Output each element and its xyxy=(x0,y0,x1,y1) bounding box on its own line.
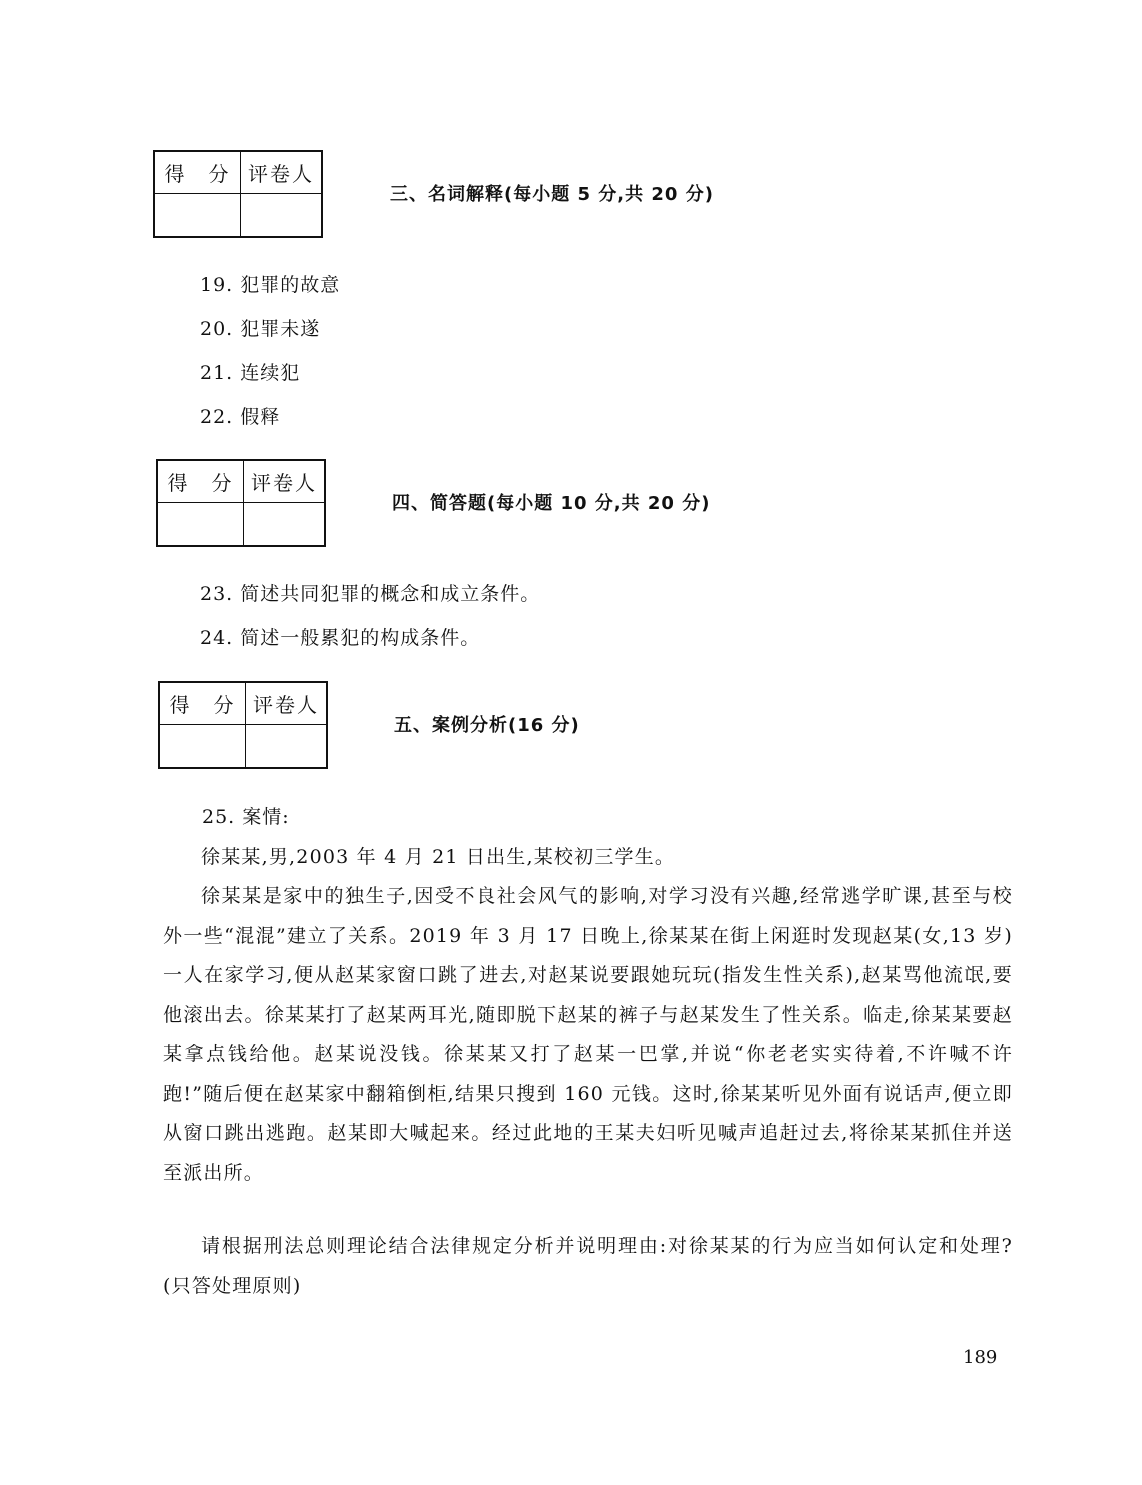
section3-item-22: 22. 假释 xyxy=(200,406,281,428)
score-box-section3 xyxy=(153,150,323,238)
grader-input-cell[interactable] xyxy=(241,194,321,236)
section4-item-24: 24. 简述一般累犯的构成条件。 xyxy=(200,627,481,649)
section4-item-23: 23. 简述共同犯罪的概念和成立条件。 xyxy=(200,583,541,605)
section3-item-19: 19. 犯罪的故意 xyxy=(200,274,341,296)
grader-input-cell[interactable] xyxy=(246,725,326,767)
score-label: 得 分 xyxy=(155,152,241,194)
section3-item-21: 21. 连续犯 xyxy=(200,362,301,384)
score-input-cell[interactable] xyxy=(155,194,241,236)
case-paragraph-1: 徐某某,男,2003 年 4 月 21 日出生,某校初三学生。 xyxy=(201,846,676,868)
case-label: 25. 案情: xyxy=(202,806,290,828)
case-paragraph-2: 徐某某是家中的独生子,因受不良社会风气的影响,对学习没有兴趣,经常逃学旷课,甚至与校外一些“混混”建立了关系。2019 年 3 月 17 日晚上,徐某某在街上闲逛时发现赵某(女,13 岁)一人在家学习,便从赵某家窗口跳了进去,对赵某说要跟她玩玩(指发生性关系),赵某骂他流氓,要他滚出去。徐某某打了赵某两耳光,随即脱下赵某的裤子与赵某发生了性关系。临走,徐某某要赵某拿点钱给他。赵某说没钱。徐某某又打了赵某一巴掌,并说“你老老实实待着,不许喊不许跑!”随后便在赵某家中翻箱倒柜,结果只搜到 160 元钱。这时,徐某某听见外面有说话声,便立即从窗口跳出逃跑。赵某即大喊起来。经过此地的王某夫妇听见喊声追赶过去,将徐某某抓住并送至派出所。 xyxy=(163,885,1013,1184)
section3-item-20: 20. 犯罪未遂 xyxy=(200,318,321,340)
page-number: 189 xyxy=(963,1347,998,1368)
section4-title: 四、简答题(每小题 10 分,共 20 分) xyxy=(392,493,711,514)
section5-title: 五、案例分析(16 分) xyxy=(394,715,580,736)
grader-label: 评卷人 xyxy=(246,683,326,725)
grader-label: 评卷人 xyxy=(244,461,324,503)
score-label: 得 分 xyxy=(160,683,246,725)
score-input-cell[interactable] xyxy=(160,725,246,767)
grader-label: 评卷人 xyxy=(241,152,321,194)
score-box-section5 xyxy=(158,681,328,769)
grader-input-cell[interactable] xyxy=(244,503,324,545)
score-label: 得 分 xyxy=(158,461,244,503)
score-box-section4 xyxy=(156,459,326,547)
section3-title: 三、名词解释(每小题 5 分,共 20 分) xyxy=(390,184,714,205)
case-question: 请根据刑法总则理论结合法律规定分析并说明理由:对徐某某的行为应当如何认定和处理?(只答处理原则) xyxy=(163,1235,1013,1297)
score-input-cell[interactable] xyxy=(158,503,244,545)
